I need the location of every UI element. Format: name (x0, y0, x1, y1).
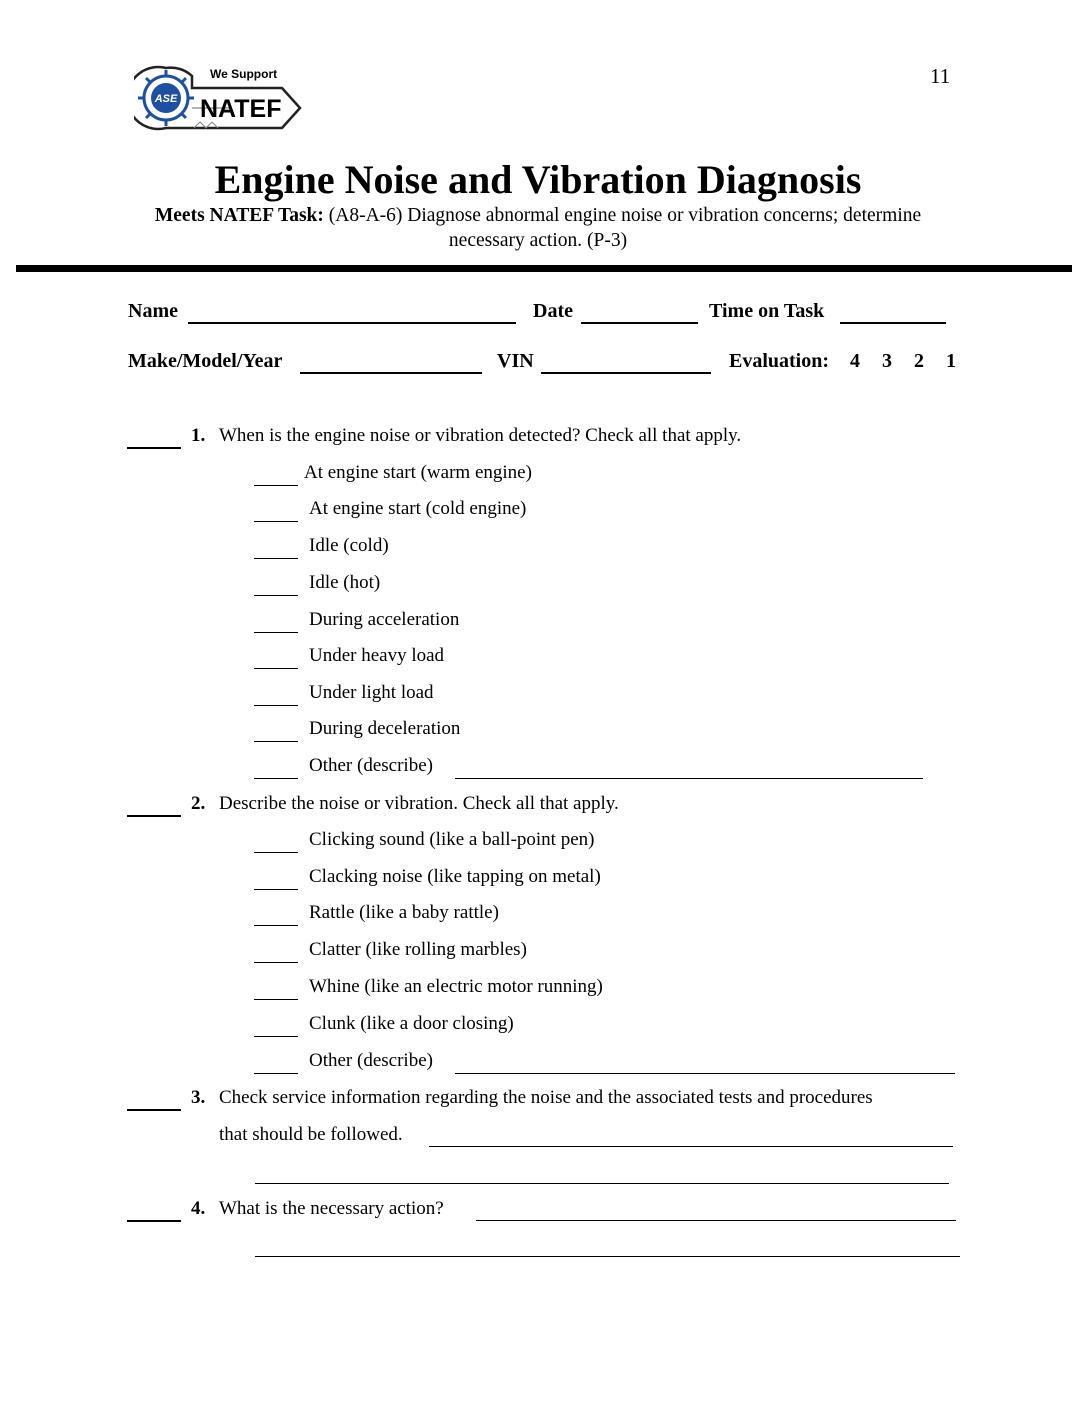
choice-checkbox-blank[interactable] (254, 832, 298, 853)
choice-label: Other (describe) (309, 755, 433, 776)
natef-logo (134, 62, 304, 134)
choice-label: During acceleration (309, 609, 460, 630)
choice-checkbox-blank[interactable] (254, 1053, 298, 1074)
task-text-2: necessary action. (P-3) (448, 230, 628, 251)
choice-checkbox-blank[interactable] (254, 612, 298, 633)
question-4-text: What is the necessary action? (219, 1198, 444, 1219)
evaluation-score-4[interactable]: 4 (850, 350, 860, 372)
other-describe-field[interactable] (455, 758, 923, 779)
choice-label: Clacking noise (like tapping on metal) (309, 866, 601, 887)
question-4-answer-line[interactable] (255, 1236, 960, 1257)
choice-label: Under light load (309, 682, 434, 703)
choice-checkbox-blank[interactable] (254, 575, 298, 596)
choice-label: Whine (like an electric motor running) (309, 976, 603, 997)
choice-label: Other (describe) (309, 1050, 433, 1071)
question-4-score-blank[interactable] (127, 1200, 181, 1222)
question-3-number: 3. (191, 1087, 206, 1108)
page-number: 11 (930, 64, 951, 88)
ase-key-icon (134, 62, 304, 134)
question-1-number: 1. (191, 425, 206, 446)
vin-label: VIN (497, 350, 534, 372)
question-3-score-blank[interactable] (127, 1089, 181, 1111)
date-field[interactable] (581, 302, 698, 324)
question-1-score-blank[interactable] (127, 427, 181, 449)
choice-checkbox-blank[interactable] (254, 685, 298, 706)
choice-label: Clicking sound (like a ball-point pen) (309, 829, 595, 850)
make-model-year-field[interactable] (300, 352, 482, 374)
name-label: Name (128, 300, 178, 322)
choice-checkbox-blank[interactable] (254, 758, 298, 779)
question-3-answer-line[interactable] (255, 1163, 949, 1184)
choice-label: During deceleration (309, 718, 461, 739)
choice-label: Clunk (like a door closing) (309, 1013, 514, 1034)
choice-checkbox-blank[interactable] (254, 942, 298, 963)
vin-field[interactable] (541, 352, 711, 374)
choice-checkbox-blank[interactable] (254, 869, 298, 890)
date-label: Date (533, 300, 573, 322)
question-3-text-line-2: that should be followed. (219, 1124, 403, 1145)
task-line-1 (100, 203, 976, 228)
choice-label: Idle (hot) (309, 572, 381, 593)
question-3-text-line-1: Check service information regarding the noise and the associated tests and procedures (219, 1087, 873, 1108)
question-1-text: When is the engine noise or vibration detected? Check all that apply. (219, 425, 742, 446)
choice-checkbox-blank[interactable] (254, 979, 298, 1000)
task-text-1: (A8-A-6) Diagnose abnormal engine noise or vibration concerns; determine (328, 205, 922, 226)
choice-checkbox-blank[interactable] (254, 501, 298, 522)
task-label: Meets NATEF Task: (154, 205, 324, 226)
choice-checkbox-blank[interactable] (254, 538, 298, 559)
evaluation-label: Evaluation: (729, 350, 830, 372)
other-describe-field[interactable] (455, 1053, 955, 1074)
logo-top-text: We Support (210, 67, 278, 81)
evaluation-score-2[interactable]: 2 (914, 350, 924, 372)
page-title: Engine Noise and Vibration Diagnosis (214, 157, 862, 202)
choice-label: At engine start (warm engine) (304, 462, 532, 483)
question-4-answer-line[interactable] (476, 1200, 956, 1221)
choice-label: Rattle (like a baby rattle) (309, 902, 499, 923)
choice-label: At engine start (cold engine) (309, 498, 527, 519)
logo-main-text: NATEF (200, 95, 282, 123)
choice-label: Under heavy load (309, 645, 445, 666)
time-on-task-label: Time on Task (709, 300, 825, 322)
choice-checkbox-blank[interactable] (254, 1016, 298, 1037)
choice-checkbox-blank[interactable] (254, 465, 298, 486)
question-2-score-blank[interactable] (127, 795, 181, 817)
task-description (100, 203, 976, 253)
evaluation-score-3[interactable]: 3 (882, 350, 892, 372)
choice-checkbox-blank[interactable] (254, 648, 298, 669)
choice-checkbox-blank[interactable] (254, 721, 298, 742)
divider-rule (16, 265, 1072, 272)
name-field[interactable] (188, 302, 516, 324)
question-3-answer-line[interactable] (429, 1126, 953, 1147)
question-4-number: 4. (191, 1198, 206, 1219)
choice-label: Clatter (like rolling marbles) (309, 939, 527, 960)
make-model-year-label: Make/Model/Year (128, 350, 283, 372)
choice-checkbox-blank[interactable] (254, 905, 298, 926)
question-2-number: 2. (191, 793, 206, 814)
logo-badge-text: ASE (154, 93, 178, 105)
choice-label: Idle (cold) (309, 535, 389, 556)
evaluation-score-1[interactable]: 1 (946, 350, 956, 372)
question-2-text: Describe the noise or vibration. Check all that apply. (219, 793, 619, 814)
time-on-task-field[interactable] (840, 302, 946, 324)
